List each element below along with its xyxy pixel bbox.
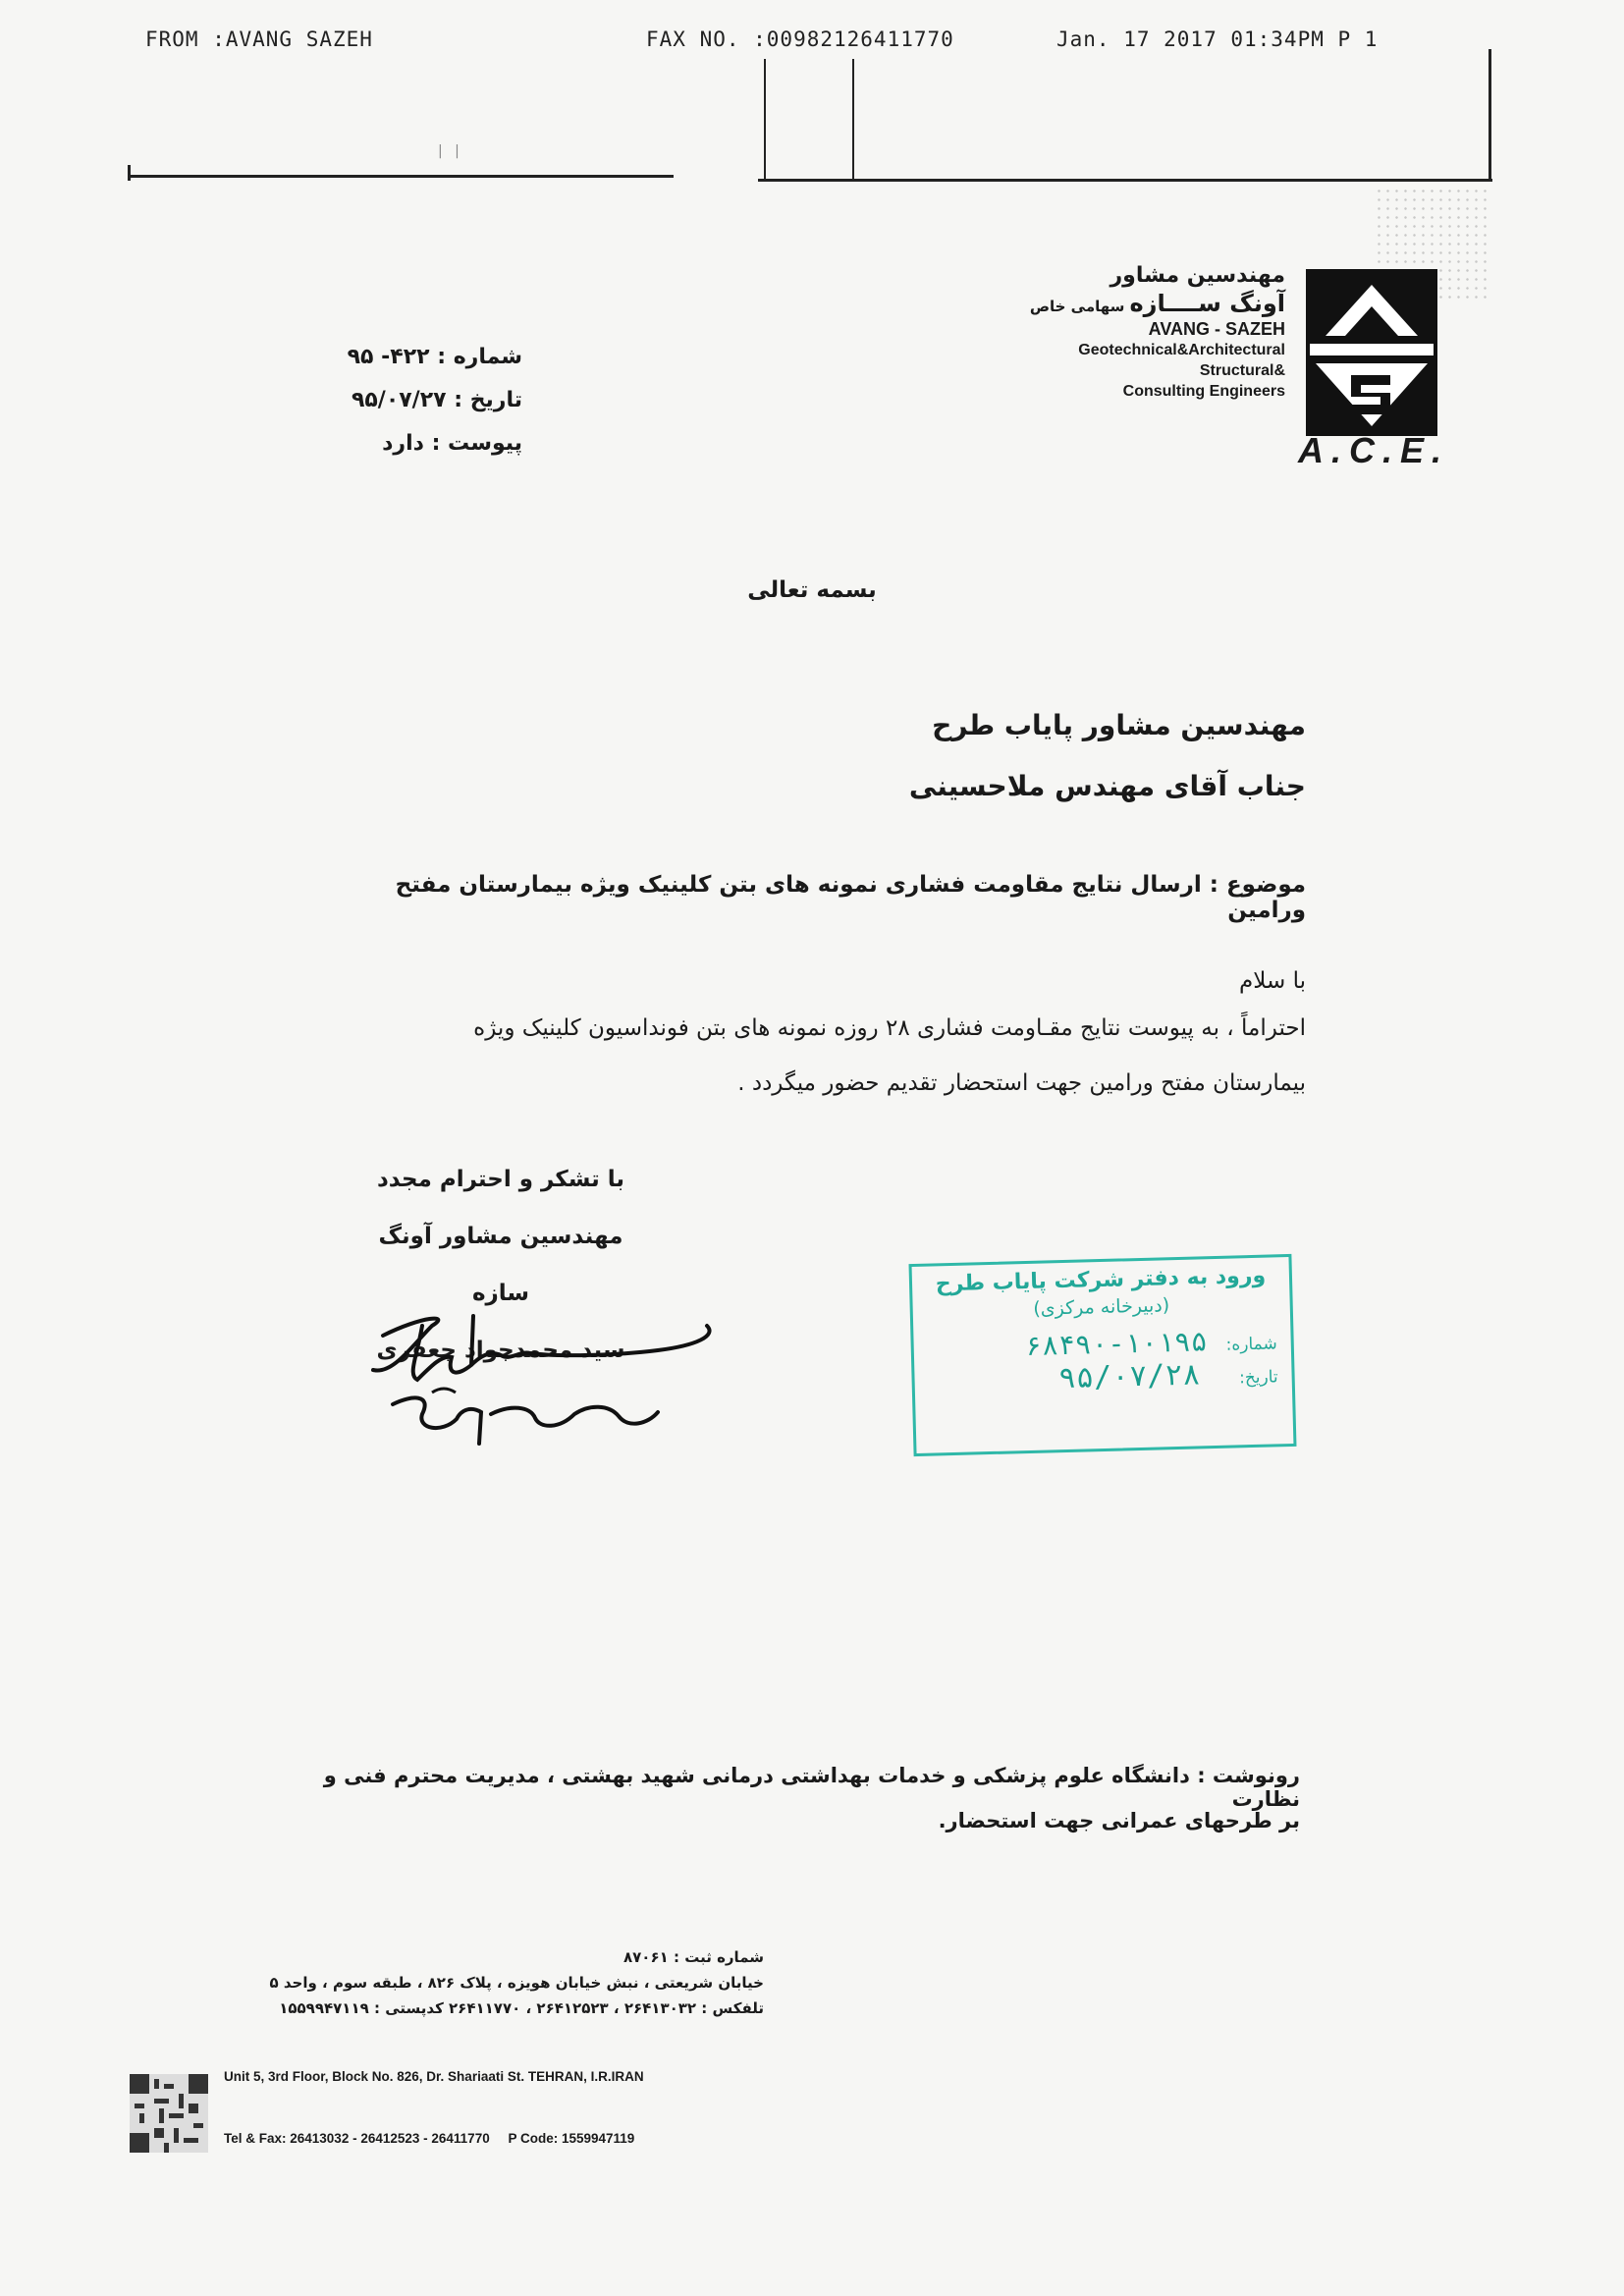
company-logo	[1306, 269, 1437, 436]
footer-address-fa: خیابان شریعتی ، نبش خیابان هویزه ، پلاک ۸۲۶ ، طبقه سوم ، واحد ۵	[269, 1974, 764, 1992]
company-abbrev: A.C.E.	[1298, 430, 1450, 470]
form-tick-left	[128, 165, 131, 181]
top-form-line-left	[128, 175, 674, 178]
scan-marks: | |	[438, 143, 463, 159]
company-desc-2: &Structural	[1199, 362, 1285, 379]
footer-phones-fa: تلفکس : ۲۶۴۱۳۰۳۲ ، ۲۶۴۱۲۵۲۳ ، ۲۶۴۱۱۷۷۰ کدپستی : ۱۵۵۹۹۴۷۱۱۹	[279, 1999, 764, 2017]
stamp-date-label: تاریخ:	[1238, 1367, 1278, 1389]
recipient-person: جناب آقای مهندس ملاحسینی	[908, 770, 1306, 802]
body-line-2: بیمارستان مفتح ورامین جهت استحضار تقدیم حضور میگردد .	[737, 1070, 1306, 1096]
top-form-line-right	[758, 179, 1492, 182]
body-line-1: احتراماً ، به پیوست نتایج مقـاومت فشاری ۲۸ روزه نمونه های بتن فونداسیون کلینیک ویژه	[473, 1015, 1306, 1041]
footer-address-en: Unit 5, 3rd Floor, Block No. 826, Dr. Shariaati St. TEHRAN, I.R.IRAN	[224, 2069, 644, 2084]
footer-phones-en: Tel & Fax: 26413032 - 26412523 - 26411770 P Code: 1559947119	[224, 2131, 635, 2146]
handwritten-signature	[363, 1296, 727, 1453]
greeting: با سلام	[1239, 968, 1306, 994]
company-desc-1: Geotechnical&Architectural	[1078, 342, 1285, 358]
stamp-date-value: ۹۵/۰۷/۲۸	[1057, 1357, 1201, 1396]
form-divider-1	[764, 59, 766, 179]
company-desc-3: Consulting Engineers	[1122, 383, 1285, 400]
company-type-fa: مهندسین مشاور	[1110, 263, 1285, 288]
stamp-number-label: شماره:	[1225, 1334, 1278, 1355]
received-stamp	[909, 1254, 1297, 1456]
letter-date: تاریخ : ۹۵/۰۷/۲۷	[351, 388, 522, 412]
cc-line-2: بر طرحهای عمرانی جهت استحضار.	[938, 1809, 1300, 1832]
footer-fa	[147, 1944, 764, 2021]
stamp-number-value: ۱۰۱۹۵-۶۸۴۹۰	[1024, 1325, 1209, 1363]
recipient-company: مهندسین مشاور پایاب طرح	[932, 709, 1306, 741]
invocation: بسمه تعالی	[747, 577, 877, 603]
stamp-title: ورود به دفتر شرکت پایاب طرح	[935, 1263, 1267, 1297]
letter-meta	[267, 336, 522, 465]
company-suffix-fa: سهامی خاص	[1029, 298, 1125, 315]
letter-number: شماره : ۴۲۲- ۹۵	[347, 345, 522, 369]
footer-en	[224, 2025, 774, 2169]
letterhead-text	[991, 263, 1285, 402]
fax-datetime: Jan. 17 2017 01:34PM P 1	[1056, 27, 1379, 51]
company-name-en: AVANG - SAZEH	[1148, 319, 1285, 339]
signer-company: مهندسین مشاور آونگ سازه	[378, 1224, 623, 1306]
form-divider-2	[852, 59, 854, 179]
company-name-row	[991, 290, 1285, 317]
closing: با تشکر و احترام مجدد	[376, 1167, 625, 1192]
qr-code-block	[130, 2074, 208, 2153]
stamp-subtitle: (دبیرخانه مرکزی)	[1033, 1294, 1170, 1320]
company-name-fa: آونگ ســــازه	[1129, 290, 1285, 317]
signer-name: سید محمدجواد جعفری	[376, 1338, 625, 1363]
letter-attachment: پیوست : دارد	[382, 431, 522, 456]
cc-line-1: رونوشت : دانشگاه علوم پزشکی و خدمات بهداشتی درمانی شهید بهشتی ، مدیریت محترم فنی و نظارت	[323, 1764, 1300, 1811]
letter-subject: موضوع : ارسال نتایج مقاومت فشاری نمونه های بتن کلینیک ویژه بیمارستان مفتح ورامین	[395, 872, 1306, 923]
fax-number: FAX NO. :00982126411770	[646, 27, 954, 51]
footer-reg-number: شماره ثبت : ۸۷۰۶۱	[623, 1948, 764, 1966]
form-divider-3	[1489, 49, 1491, 182]
fax-from: FROM :AVANG SAZEH	[145, 27, 373, 51]
